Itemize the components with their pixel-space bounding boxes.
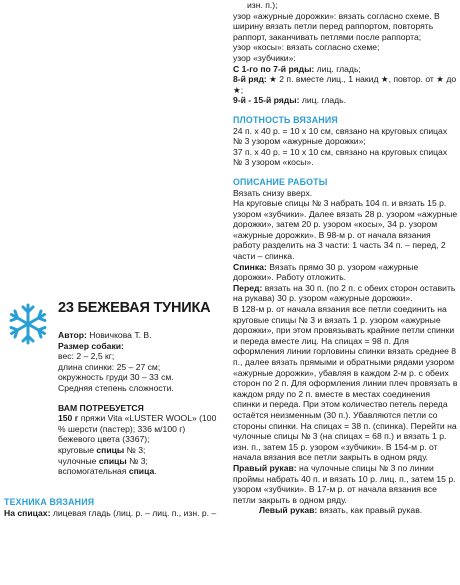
rows-1-7: С 1-го по 7-й ряды: лиц. гладь; <box>233 63 361 74</box>
right-column <box>233 0 458 516</box>
density-2: 37 п. х 40 р. = 10 х 10 см, связано на круговых спицах № 3 узором «косы». <box>233 146 448 168</box>
pattern-openwork: узор «ажурные дорожки»: вязать согласно схеме. В ширину вязать петли перед раппортом, повторять раппорт, заканчивать петлями после раппорта; <box>233 10 440 42</box>
info-block <box>58 330 223 477</box>
materials-needle-aux: вспомогательная спица. <box>58 466 157 477</box>
right-sleeve: Правый рукав: на чулочные спицы № 3 по линии проймы набрать 40 п. и вязать 10 р. лиц. п., затем 15 р. узором «зубчики». В 17-м р. от начала вязания все петли закрыть в одном ряду. <box>233 462 456 505</box>
technique-heading: ТЕХНИКА ВЯЗАНИЯ <box>4 497 95 507</box>
pattern-braids: узор «косы»: вязать согласно схеме; <box>233 42 380 53</box>
text-line: изн. п.); <box>247 0 278 10</box>
density-1: 24 п. х 40 р. = 10 х 10 см, связано на круговых спицах № 3 узором «ажурные дорожки»; <box>233 125 448 147</box>
left-sleeve: Левый рукав: вязать, как правый рукав. <box>259 505 423 516</box>
front-section: Перед: вязать на 30 п. (по 2 п. с обеих сторон оставить на рукава) 30 р. узором «ажурные дорожки». <box>233 282 456 304</box>
technique-block <box>4 497 226 518</box>
work-2: На круговые спицы № 3 набрать 104 п. и вязать 15 р. узором «зубчики». Далее вязать 28 р. узором «ажурные дорожки», затем 20 р. узором «косы», 34 р. узором «ажурные дорожки». В 98-м р. от начала вязания работу разделить на 3 части: 1 часть 34 п. – перед, 2 части – спинка. <box>233 198 458 262</box>
materials-needles-dpn: чулочные спицы № 3; <box>58 455 148 466</box>
size-label: Размер собаки: <box>58 340 124 351</box>
author-line: Автор: Новичкова Т. В. <box>58 330 152 340</box>
density-heading: ПЛОТНОСТЬ ВЯЗАНИЯ <box>233 114 338 125</box>
size-line: окружность груди 30 – 33 см. <box>58 372 174 383</box>
page-title: 23 БЕЖЕВАЯ ТУНИКА <box>58 300 211 316</box>
work-1: Вязать снизу вверх. <box>233 187 313 198</box>
materials-needles-circular: круговые спицы № 3; <box>58 444 146 455</box>
pattern-teeth: узор «зубчики»: <box>233 52 296 63</box>
size-line: вес: 2 – 2,5 кг; <box>58 351 115 362</box>
rows-9-15: 9-й - 15-й ряды: лиц. гладь. <box>233 95 346 106</box>
row-8: 8-й ряд: ★ 2 п. вместе лиц., 1 накид ★, повтор. от ★ до ★; <box>233 74 457 95</box>
size-line: Средняя степень сложности. <box>58 382 174 393</box>
snowflake-icon <box>6 302 50 346</box>
work-heading: ОПИСАНИЕ РАБОТЫ <box>233 176 328 187</box>
size-line: длина спинки: 25 – 27 см; <box>58 361 161 372</box>
back-section: Спинка: Вязать прямо 30 р. узором «ажурные дорожки». Работу отложить. <box>233 261 419 283</box>
work-3: В 128-м р. от начала вязания все петли соединить на круговые спицы № 3 и вязать 1 р. узором «ажурные дорожки», при этом провязывать крайние петли спинки и переда вместе лиц. На спицах = 98 п. Для оформления линии горловины спинки вязать среднее 8 п., далее вязать прямыми и обратными рядами узором «ажурные дорожки», убавляя в каждом 2-м р. с обеих сторон по 2 п. Для оформления линии плеч провязать в каждом ряду по 2 п. вместе в местах соединения спинки и переда. При этом количество петель переда остаётся неизменным (30 п.). Убавляются петли со стороны спинки. На спицах = 38 п. (спинка). Перейти на чулочные спицы № 3 (на спицах = 68 п.) и вязать 1 р. изн. п., затем 15 р. узором «зубчики». В 154-м р. от начала вязания все петли закрыть в одном ряду. <box>233 304 458 463</box>
technique-line: На спицах: лицевая гладь (лиц. р. – лиц. п., изн. р. – <box>4 507 217 518</box>
materials-yarn: 150 г пряжи Vita «LUSTER WOOL» (100 % шерсти (пастер); 336 м/100 г) бежевого цвета (3367); <box>58 413 217 445</box>
materials-heading: ВАМ ПОТРЕБУЕТСЯ <box>58 402 144 413</box>
